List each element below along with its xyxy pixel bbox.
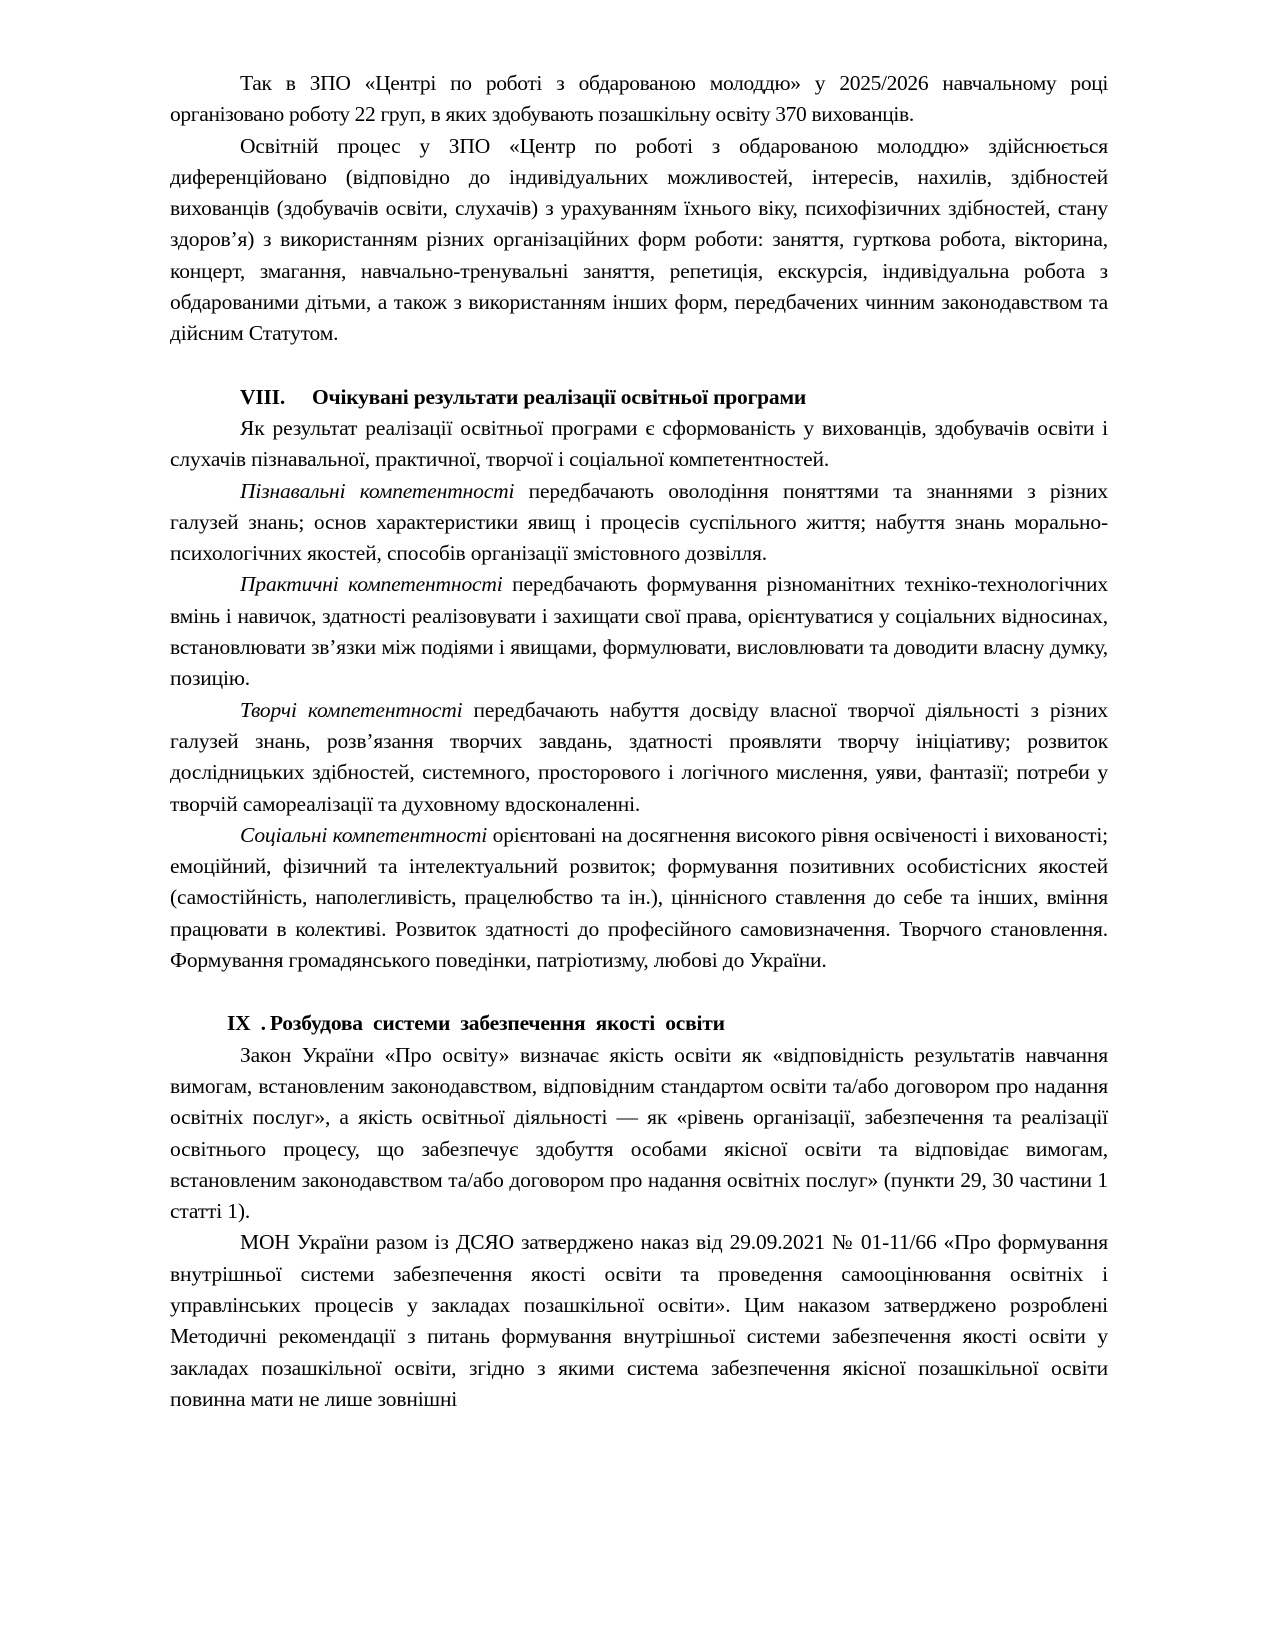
paragraph-groups-count: Так в ЗПО «Центрі по роботі з обдарованою молоддю» у 2025/2026 навчальному році організовано роботу 22 груп, в яких здобувають позашкільну освіту 370 вихованців. xyxy=(170,71,1108,127)
competence-text: передбачають формування різноманітних техніко-технологічних вмінь і навичок, здатності реалізовувати і захищати свої права, орієнтуватися у соціальних відносинах, встановлювати зв’язки між подіями і явищами, формулювати, висловлювати та доводити власну думку, позицію. xyxy=(170,572,1108,691)
competence-text: орієнтовані на досягнення високого рівня освіченості і вихованості; емоційний, фізичний та інтелектуальний розвиток; формування позитивних особистісних якостей (самостійність, наполегливість, працелюбство та ін.), ціннісного ставлення до себе та інших, вміння працювати в колективі. Розвиток здатності до професійного самовизначення. Творчого становлення. Формування громадянського поведінки, патріотизму, любові до України. xyxy=(170,822,1108,973)
competence-text: передбачають набуття досвіду власної творчої діяльності з різних галузей знань, розв’язання творчих завдань, здатності проявляти творчу ініціативу; розвиток дослідницьких здібностей, системного, просторового і логічного мислення, уяви, фантазії; потреби у творчій самореалізації та духовному вдосконаленні. xyxy=(170,697,1108,816)
competence-social xyxy=(170,820,1108,976)
section-8-heading xyxy=(170,382,1108,413)
competence-creative xyxy=(170,695,1108,820)
competence-text: передбачають оволодіння поняттями та знаннями з різних галузей знань; основ характеристики явищ і процесів суспільного життя; набуття знань морально-психологічних якостей, способів організації змістовного дозвілля. xyxy=(170,478,1108,566)
section-8-number: VIII. xyxy=(240,384,286,409)
section-9-title: Розбудова системи забезпечення якості освіти xyxy=(269,1011,725,1036)
paragraph-education-law: Закон України «Про освіту» визначає якість освіти як «відповідність результатів навчання вимогам, встановленим законодавством, відповідним стандартом освіти та/або договором про надання освітніх послуг», а якість освітньої діяльності — як «рівень організації, забезпечення та реалізації освітнього процесу, що забезпечує здобуття особами якісної освіти та відповідає вимогам, встановленим законодавством та/або договором про надання освітніх послуг» (пункти 29, 30 частини 1 статті 1). xyxy=(170,1042,1108,1224)
paragraph-ministry-order: МОН України разом із ДСЯО затверджено наказ від 29.09.2021 № 01-11/66 «Про формування внутрішньої системи забезпечення якості освіти та проведення самооцінювання освітніх і управлінських процесів у закладах позашкільної освіти». Цим наказом затверджено розроблені Методичні рекомендації з питань формування внутрішньої системи забезпечення якості освіти у закладах позашкільної освіти, згідно з якими система забезпечення якісної позашкільної освіти повинна мати не лише зовнішні xyxy=(170,1230,1108,1411)
competence-term: Творчі компетентності xyxy=(240,697,463,722)
section-9-heading xyxy=(170,1008,1108,1039)
paragraph-educational-process: Освітній процес у ЗПО «Центр по роботі з обдарованою молоддю» здійснюється диференційовано (відповідно до індивідуальних можливостей, інтересів, нахилів, здібностей вихованців (здобувачів освіти, слухачів) з урахуванням їхнього віку, психофізичних здібностей, стану здоров’я) з використанням різних організаційних форм роботи: заняття, гурткова робота, вікторина, концерт, змагання, навчально-тренувальні заняття, репетиція, екскурсія, індивідуальна робота з обдарованими дітьми, а також з використанням інших форм, передбачених чинним законодавством та дійсним Статутом. xyxy=(170,133,1108,346)
section-8-intro: Як результат реалізації освітньої програми є сформованість у вихованців, здобувачів освіти і слухачів пізнавальної, практичної, творчої і соціальної компетентностей. xyxy=(170,415,1108,472)
competence-practical xyxy=(170,569,1108,694)
section-8-title: Очікувані результати реалізації освітньої програми xyxy=(312,384,807,409)
competence-term: Пізнавальні компетентності xyxy=(240,478,515,503)
competence-term: Практичні компетентності xyxy=(240,572,503,597)
document-page xyxy=(170,68,1108,1415)
competence-cognitive xyxy=(170,476,1108,570)
section-9-number: IX . xyxy=(227,1011,266,1036)
competence-term: Соціальні компетентності xyxy=(240,822,488,847)
